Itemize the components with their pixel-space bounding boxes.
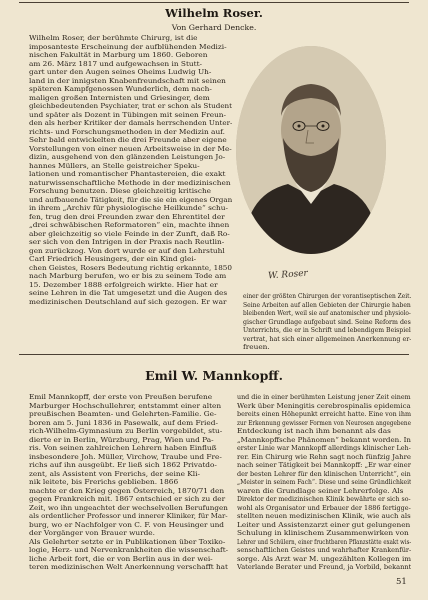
roser-portrait [236, 46, 386, 254]
mannkopff-text-line: wohl als Organisator und Erbauer der 1886 fertigge- [237, 503, 411, 512]
mannkopff-text-line: Als Gelehrter setzte er in Publikationen über Toxiko- [29, 537, 226, 546]
mannkopff-text-line: waren die Grundlage seiner Lehrerfolge. Als [237, 486, 404, 495]
roser-text-line: aber gleichzeitig so viele Feinde in der Zunft, daß Ro- [29, 229, 230, 238]
roser-text-line: Wilhelm Roser, der berühmte Chirurg, ist die [29, 34, 198, 42]
roser-text-line: freuen. [243, 343, 270, 351]
roser-text-line: gischer Grundlage aufgebaut sind. Seine Reform des [243, 317, 411, 326]
roser-text-line: ser sich von den Intrigen in der Praxis nach Reutlin- [29, 238, 225, 246]
mannkopff-text-right-column [237, 393, 411, 572]
mannkopff-text-line: Marburger Hochschullehrer, entstammt einer alten [29, 401, 222, 410]
roser-text-line: und später als Dozent in Tübingen mit seinen Freun- [29, 110, 227, 119]
roser-text-line: fen, trug den drei Freunden zwar den Ehrentitel der [29, 212, 225, 221]
roser-text-line: Vorstellungen von einer neuen Arbeitsweise in der Me- [29, 144, 232, 153]
roser-text-line: Sehr bald entwickelten die drei Freunde aber eigene [29, 136, 227, 144]
roser-text-line: dizin, ausgehend von den glänzenden Leistungen Jo- [29, 153, 226, 161]
mannkopff-text-line: Direktor der medizinischen Klinik bewährte er sich so- [237, 495, 411, 503]
mannkopff-text-line: boren am 5. Juni 1836 in Pasewalk, auf dem Fried- [29, 418, 218, 427]
mannkopff-text-line: Schulung in klinischem Zusammenwirken von [237, 529, 409, 537]
mannkopff-text-line: gegen Frankreich mit. 1867 entschied er sich zu der [29, 495, 226, 503]
page-number: 51 [396, 577, 407, 587]
mannkopff-text-left-column [29, 393, 228, 572]
roser-text-right-column [243, 292, 411, 352]
roser-text-line: chen Geistes, Rosers Bedeutung richtig erkannte, 1850 [29, 263, 232, 272]
mannkopff-text-line: liche Arbeit fort, die er von Berlin aus in der wei- [29, 554, 213, 563]
mannkopff-text-line: insbesondere Joh. Müller, Virchow, Traube und Fre- [29, 452, 222, 461]
mannkopff-text-line: Werk über Meningitis cerebrospinalis epidemica [237, 401, 411, 410]
mannkopff-text-line: Emil Mannkopff, der erste von Preußen berufene [29, 393, 213, 401]
roser-text-line: gart unter den Augen seines Oheims Ludwig Uh- [29, 68, 212, 76]
mannkopff-text-line: erster Linie war Mannkopff allerdings klinischer Leh- [237, 444, 411, 452]
mannkopff-text-line: teren medizinischen Welt Anerkennung verschafft hat [29, 563, 228, 571]
roser-text-line: lationen und romantischer Phantastereien, die exakt [29, 170, 226, 178]
mannkopff-text-line: sorge. Als Arzt war M. ungezählten Kollegen im [237, 554, 411, 563]
mannkopff-text-line: und die in einer berühmten Leistung jener Zeit einem [237, 393, 411, 401]
roser-text-line: seine Lehren in die Tat umgesetzt und die Augen des [29, 289, 228, 297]
roser-text-line: imposanteste Erscheinung der aufblühenden Medizi- [29, 42, 227, 51]
mannkopff-text-line: rich-Wilhelm-Gymnasium zu Berlin vorgebildet, stu- [29, 427, 223, 435]
roser-portrait-illustration [236, 46, 386, 254]
roser-signature: W. Roser [267, 268, 309, 282]
roser-text-line: naturwissenschaftliche Methode in der medizinischen [29, 178, 231, 187]
roser-text-line: nach Marburg berufen, wo er bis zu seinem Tode am [29, 272, 227, 280]
roser-text-line: einer der größten Chirurgen der vorantiseptischen Zeit. [243, 292, 411, 300]
mannkopff-text-line: stellten neuen medizinischen Klinik, wie auch als [237, 512, 411, 520]
mannkopff-text-line: als ordentlicher Professor und innerer Kliniker, für Mar- [29, 512, 228, 520]
mannkopff-text-line: burg, wo er Nachfolger von C. F. von Heusinger und [29, 520, 225, 529]
article-title-mannkopff: Emil W. Mannkopff. [145, 368, 283, 383]
mannkopff-text-line: Vaterlande Berater und Freund, ja Vorbild, bekannt [237, 563, 411, 571]
roser-text-line: gleichbedeutenden Psychiater, trat er schon als Student [29, 102, 232, 110]
roser-text-line: Carl Friedrich Heusingers, der ein Kind glei- [29, 255, 197, 263]
mannkopff-text-line: Leiter und Assistenzarzt einer gut gelungenen [237, 520, 411, 529]
mannkopff-text-line: rer. Ein Chirurg wie Rehn sagt noch fünfzig Jahre [237, 452, 411, 461]
mannkopff-text-line: nik leitete, bis Frerichs geblieben. 1866 [29, 478, 179, 486]
roser-text-line: gen zurückzog. Von dort wurde er auf den Lehrstuhl [29, 246, 225, 255]
roser-text-line: nischen Fakultät in Marburg um 1860. Geboren [29, 51, 208, 59]
mannkopff-text-line: Lehrer und Schülern, einer fruchtbaren Pflanzstätte exakt wis- [237, 537, 411, 546]
mannkopff-text-line: richs auf ihn ausgeübt. Er ließ sich 1862 Privatdo- [29, 461, 217, 469]
mannkopff-text-line: der besten Lehrer für den klinischen Unterricht“, ein [237, 469, 411, 478]
article-byline-roser: Von Gerhard Dencke. [171, 23, 257, 32]
mannkopff-text-line: der Vorgänger von Brauer wurde. [29, 529, 155, 537]
roser-text-line: und aufbauende Tätigkeit, für die sie ein eigenes Organ [29, 195, 232, 204]
roser-text-line: hannes Müllers, an Stelle geistreicher Speku- [29, 161, 200, 170]
mannkopff-text-line: Entdeckung ist nach ihm benannt als das [237, 427, 391, 435]
section-divider-rule [19, 354, 409, 355]
roser-text-line: Forschung benutzen. Diese gleichzeitig kritische [29, 187, 212, 195]
roser-text-line: Unterrichts, die er in Schrift und lebendigem Beispiel [243, 326, 411, 334]
roser-text-line: in ihrem „Archiv für physiologische Heilkunde“ schu- [29, 204, 228, 212]
mannkopff-text-line: „Meister in seinem Fach“. Diese und seine Gründlichkeit [237, 478, 411, 486]
article-title-roser: Wilhelm Roser. [165, 6, 263, 20]
mannkopff-text-line: nach seiner Tätigkeit bei Mannkopff: „Er war einer [237, 461, 411, 469]
roser-text-line: den als herber Kritiker der damals herrschenden Unter- [29, 119, 232, 127]
mannkopff-text-line: Zeit, wo ihn ungeachtet der wechselvollen Berufungen [29, 503, 228, 512]
roser-text-line: vertrat, hat sich einer allgemeinen Anerkennung er- [243, 334, 411, 343]
mannkopff-text-line: machte er den Krieg gegen Österreich, 1870/71 den [29, 486, 225, 495]
mannkopff-text-line: zent, als Assistent von Frerichs, der seine Kli- [29, 469, 200, 478]
mannkopff-text-line: dierte er in Berlin, Würzburg, Prag, Wien und Pa- [29, 435, 214, 444]
roser-text-line: maligen großen Internisten und Griesinger, dem [29, 93, 210, 102]
roser-text-left-column [29, 34, 232, 306]
roser-text-line: am 26. März 1817 und aufgewachsen in Stutt- [29, 59, 203, 68]
roser-text-line: späteren Kampfgenossen Wunderlich, dem nach- [29, 85, 212, 93]
roser-text-line: richts- und Forschungsmethoden in der Medizin auf. [29, 127, 225, 136]
roser-text-line: bleibenden Wert, weil sie auf anatomischer und physiolo- [243, 309, 411, 317]
roser-text-line: Seine Arbeiten auf allen Gebieten der Chirurgie haben [243, 300, 411, 309]
mannkopff-text-line: zur Erkennung gewisser Formen von Neurosen angegebene [237, 418, 411, 427]
mannkopff-text-line: senschaftlichen Geistes und wahrhafter Krankenfür- [237, 546, 411, 554]
top-rule [19, 2, 409, 3]
roser-text-line: land in der innigsten Knabenfreundschaft mit seinen [29, 76, 226, 85]
mannkopff-text-line: logie, Herz- und Nervenkrankheiten die wissenschaft- [29, 546, 228, 554]
mannkopff-text-line: preußischen Beamten- und Gelehrten-Familie. Ge- [29, 410, 217, 418]
mannkopff-text-line: bereits einen Höhepunkt erreicht hatte. Eine von ihm [237, 410, 411, 418]
roser-text-line: 15. Dezember 1888 erfolgreich wirkte. Hier hat er [29, 280, 218, 289]
mannkopff-text-line: ris. Von seinen zahlreichen Lehrern haben Einfluß [29, 444, 217, 452]
roser-text-line: medizinischen Deutschland auf sich gezogen. Er war [29, 297, 227, 306]
roser-text-line: „drei schwäbischen Reformatoren“ ein, machte ihnen [29, 221, 230, 229]
mannkopff-text-line: „Mannkopffsche Phänomen“ bekannt worden. In [237, 435, 411, 444]
